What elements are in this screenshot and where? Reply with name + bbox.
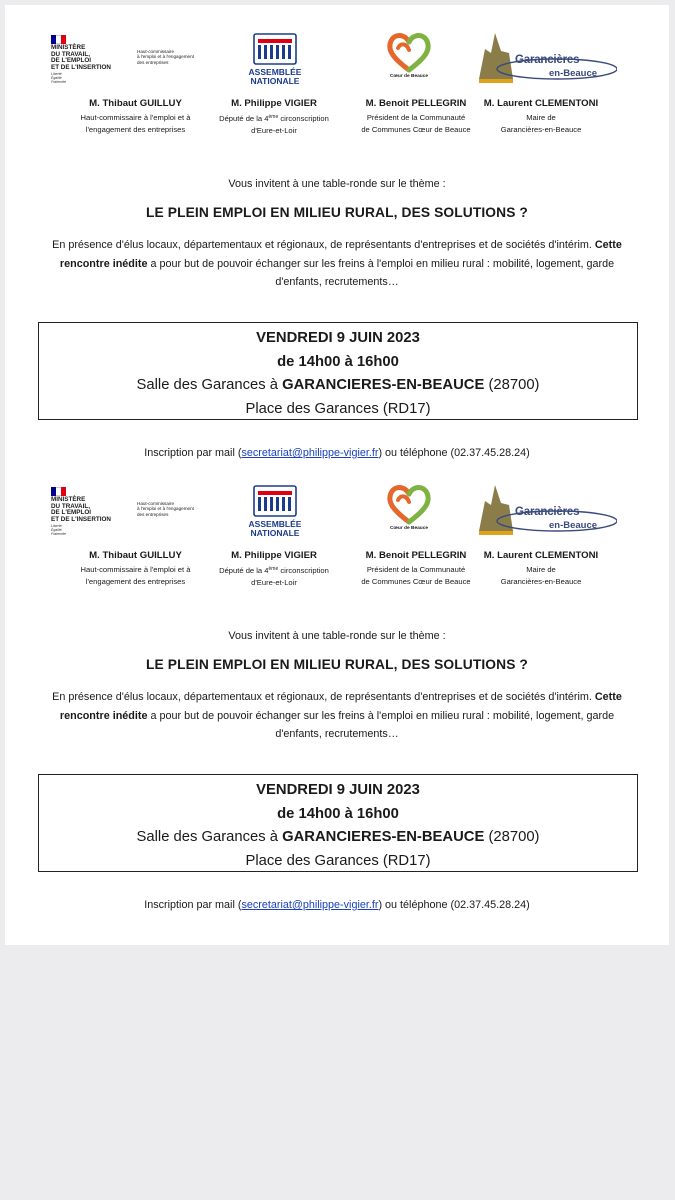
event-venue: Salle des Garances à GARANCIERES-EN-BEAUCE (28700) xyxy=(136,377,540,393)
garancieres-sub: en-Beauce xyxy=(549,68,598,79)
ministry-name: MINISTÈRE DU TRAVAIL, DE L'EMPLOI ET DE L'INSERTION xyxy=(51,44,111,71)
intro-text: Vous invitent à une table-ronde sur le thème : xyxy=(228,630,446,642)
svg-text:ASSEMBLÉE: ASSEMBLÉE xyxy=(248,67,302,77)
signatory-name: M. Laurent CLEMENTONI xyxy=(483,98,599,109)
event-details-box xyxy=(38,322,638,420)
coeur-de-beauce-logo xyxy=(383,28,435,88)
event-details-box xyxy=(38,774,638,872)
garancieres-logo xyxy=(477,483,617,535)
heart-icon xyxy=(383,28,435,74)
logo-row xyxy=(5,25,669,93)
garancieres-name: Garancières xyxy=(515,506,580,518)
body-paragraph: En présence d'élus locaux, départementaux et régionaux, de représentants d'entreprises et de sociétés d'intérim. Cette rencontre inédite a pour but de pouvoir échanger sur les freins à l'emploi en milieu rural : mobilité, logement, garde d'enfants, recrutements… xyxy=(52,239,622,288)
signatories-row xyxy=(5,98,669,138)
signatory-pellegrin xyxy=(342,98,490,135)
coeur-de-beauce-logo xyxy=(383,480,435,540)
invitation-block xyxy=(5,5,669,457)
event-address: Place des Garances (RD17) xyxy=(245,852,431,869)
event-date: VENDREDI 9 JUIN 2023 xyxy=(256,782,420,798)
signatories-row xyxy=(5,550,669,590)
signatory-role: Député de la 4ème circonscription d'Eure-et-Loir xyxy=(219,566,329,587)
signatory-name: M. Benoit PELLEGRIN xyxy=(365,98,467,109)
logo-row xyxy=(5,477,669,545)
body-paragraph: En présence d'élus locaux, départementaux et régionaux, de représentants d'entreprises et de sociétés d'intérim. Cette rencontre inédite a pour but de pouvoir échanger sur les freins à l'emploi en milieu rural : mobilité, logement, garde d'enfants, recrutements… xyxy=(52,691,622,740)
signatory-guilluy xyxy=(53,550,218,587)
signatory-name: M. Thibaut GUILLUY xyxy=(89,550,182,561)
signatory-name: M. Laurent CLEMENTONI xyxy=(483,550,599,561)
signatory-role: Maire de Garancières-en-Beauce xyxy=(500,565,582,586)
assemblee-nationale-logo xyxy=(245,31,305,87)
assemblee-building-icon xyxy=(245,31,305,87)
signatory-name: M. Philippe VIGIER xyxy=(231,98,317,109)
heart-icon xyxy=(383,480,435,526)
signatory-role: Président de la Communauté de Communes Cœur de Beauce xyxy=(361,113,471,134)
signatory-role: Maire de Garancières-en-Beauce xyxy=(500,113,582,134)
french-flag-icon xyxy=(51,487,66,496)
ministry-logo xyxy=(49,487,214,537)
garancieres-name: Garancières xyxy=(515,54,580,66)
high-commissioner-label: Haut-commissaire à l'emploi et à l'engagement des entreprises xyxy=(137,49,194,65)
assemblee-building-icon xyxy=(245,483,305,539)
signatory-name: M. Philippe VIGIER xyxy=(231,550,317,561)
svg-text:ASSEMBLÉE: ASSEMBLÉE xyxy=(248,519,302,529)
signatory-vigier xyxy=(205,98,343,136)
signatory-guilluy xyxy=(53,98,218,135)
event-date: VENDREDI 9 JUIN 2023 xyxy=(256,330,420,346)
intro-text: Vous invitent à une table-ronde sur le thème : xyxy=(228,178,446,190)
svg-text:NATIONALE: NATIONALE xyxy=(250,528,300,538)
email-link[interactable]: secretariat@philippe-vigier.fr xyxy=(241,899,379,911)
coeur-label: Cœur de Beauce xyxy=(389,74,429,79)
registration-line: Inscription par mail (secretariat@philippe-vigier.fr) ou téléphone (02.37.45.28.24) xyxy=(144,899,530,911)
french-flag-icon xyxy=(51,35,66,44)
signatory-vigier xyxy=(205,550,343,588)
republic-motto: Liberté Égalité Fraternité xyxy=(51,524,66,536)
signatory-role: Haut-commissaire à l'emploi et à l'engagement des entreprises xyxy=(80,113,191,134)
republic-motto: Liberté Égalité Fraternité xyxy=(51,72,66,84)
document-page xyxy=(5,5,669,945)
assemblee-nationale-logo xyxy=(245,483,305,539)
signatory-role: Haut-commissaire à l'emploi et à l'engagement des entreprises xyxy=(80,565,191,586)
signatory-pellegrin xyxy=(342,550,490,587)
svg-text:NATIONALE: NATIONALE xyxy=(250,76,300,86)
event-address: Place des Garances (RD17) xyxy=(245,400,431,417)
signatory-name: M. Thibaut GUILLUY xyxy=(89,98,182,109)
signatory-clementoni xyxy=(479,98,603,135)
high-commissioner-label: Haut-commissaire à l'emploi et à l'engagement des entreprises xyxy=(137,501,194,517)
email-link[interactable]: secretariat@philippe-vigier.fr xyxy=(241,447,379,459)
garancieres-sub: en-Beauce xyxy=(549,520,598,531)
signatory-role: Président de la Communauté de Communes Cœur de Beauce xyxy=(361,565,471,586)
garancieres-logo xyxy=(477,31,617,83)
signatory-name: M. Benoit PELLEGRIN xyxy=(365,550,467,561)
theme-title: LE PLEIN EMPLOI EN MILIEU RURAL, DES SOLUTIONS ? xyxy=(146,205,528,220)
event-venue: Salle des Garances à GARANCIERES-EN-BEAUCE (28700) xyxy=(136,829,540,845)
signatory-role: Député de la 4ème circonscription d'Eure-et-Loir xyxy=(219,114,329,135)
theme-title: LE PLEIN EMPLOI EN MILIEU RURAL, DES SOLUTIONS ? xyxy=(146,657,528,672)
ministry-name: MINISTÈRE DU TRAVAIL, DE L'EMPLOI ET DE L'INSERTION xyxy=(51,496,111,523)
coeur-label: Cœur de Beauce xyxy=(389,526,429,531)
invitation-block xyxy=(5,457,669,909)
registration-line: Inscription par mail (secretariat@philippe-vigier.fr) ou téléphone (02.37.45.28.24) xyxy=(144,447,530,459)
event-time: de 14h00 à 16h00 xyxy=(277,805,399,822)
signatory-clementoni xyxy=(479,550,603,587)
event-time: de 14h00 à 16h00 xyxy=(277,353,399,370)
ministry-logo xyxy=(49,35,214,85)
